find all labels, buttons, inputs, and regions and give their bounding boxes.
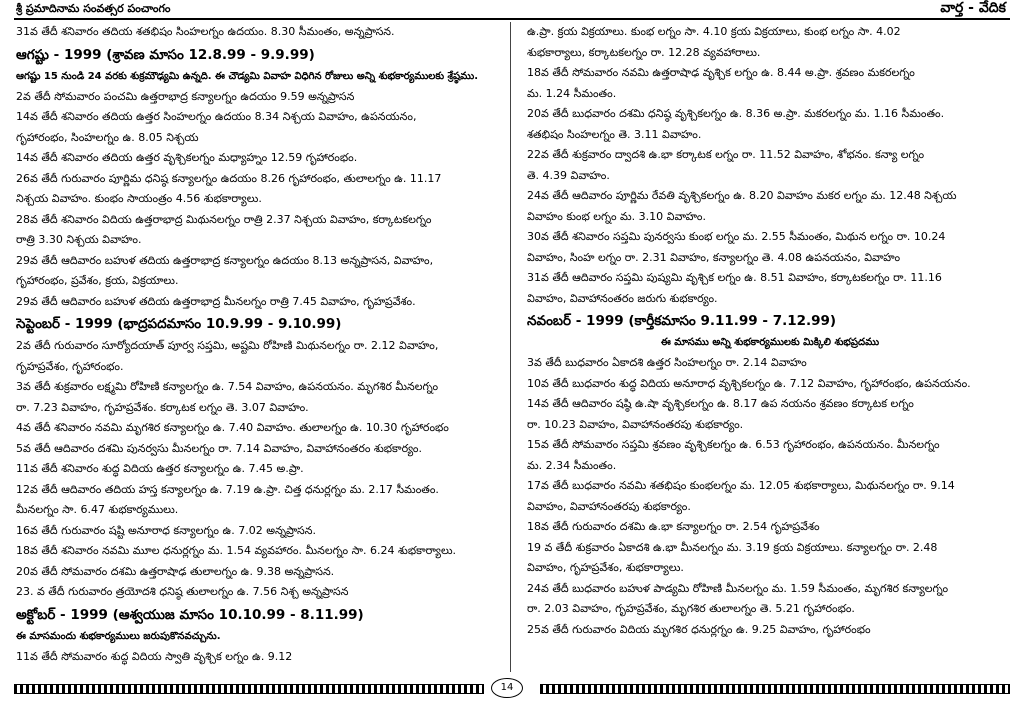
- month-note: ఆగష్టు 15 నుండి 24 వరకు శుక్రమౌఢ్యమి ఉన్నది. ఈ చౌడ్యమి వివాహ విధిగిన రోజులు అన్ని శుభకార్యములకు శ్రేష్ఠము.: [16, 70, 479, 82]
- muhurtham-line: గృహప్రవేశం, గృహారంభం.: [16, 359, 124, 373]
- muhurtham-line: 31వ తేదీ ఆదివారం సప్తమి పుష్యమి వృశ్చిక లగ్నం ఉ. 8.51 వివాహం, కర్కాటకలగ్నం రా. 11.16: [527, 271, 942, 284]
- muhurtham-line: నిశ్చయ వివాహం. కుంభం సాయంత్రం 4.56 శుభకార్యాలు.: [16, 192, 262, 205]
- muhurtham-line: 10వ తేదీ బుధవారం శుద్ధ విదియ అనూరాధ వృశ్చికలగ్నం ఉ. 7.12 వివాహం, గృహారంభం, ఉపనయనం.: [527, 376, 971, 390]
- muhurtham-line: 31వ తేదీ శనివారం తదియ శతభిషం సింహలగ్నం ఉదయం. 8.30 సీమంతం, అన్నప్రాసన.: [16, 25, 395, 38]
- muhurtham-line: 4వ తేదీ శనివారం నవమి మృగశిర కన్యాలగ్నం ఉ. 7.40 వివాహం. తులాలగ్నం ఉ. 10.30 గృహారంభం: [16, 421, 449, 434]
- muhurtham-line: 24వ తేదీ బుధవారం బహుళ పాడ్యమి రోహిణి మీనలగ్నం మ. 1.59 సీమంతం, మృగశిర కన్యాలగ్నం: [527, 581, 949, 595]
- muhurtham-line: 5వ తేదీ ఆదివారం దశమి పునర్వసు మీనలగ్నం రా. 7.14 వివాహం, వివాహానంతరం శుభకార్యం.: [16, 441, 422, 455]
- column-divider: [510, 22, 511, 672]
- muhurtham-line: 30వ తేదీ శనివారం సప్తమి పునర్వసు కుంభ లగ్నం మ. 2.55 సీమంతం, మిథున లగ్నం రా. 10.24: [527, 230, 946, 243]
- muhurtham-line: 14వ తేదీ శనివారం తదియ ఉత్తర సింహలగ్నం ఉదయం 8.34 నిశ్చయ వివాహం, ఉపనయనం,: [16, 110, 417, 123]
- muhurtham-line: 23. వ తేదీ గురువారం త్రయోదశి ధనిష్ఠ తులాలగ్నం ఉ. 7.56 నిశ్చ అన్నప్రాసన: [16, 585, 349, 598]
- month-heading: సెప్టెంబర్ - 1999 (భాద్రపదమాసం 10.9.99 - 9.10.99): [16, 316, 342, 332]
- page-number: 14: [491, 678, 523, 698]
- muhurtham-line: 3వ తేదీ శుక్రవారం లక్ష్మమి రోహిణి కన్యాలగ్నం ఉ. 7.54 వివాహం, ఉపనయనం. మృగశిర మీనలగ్నం: [16, 380, 439, 393]
- page-header: [14, 0, 1010, 20]
- muhurtham-line: వివాహం, సింహ లగ్నం రా. 2.31 వివాహం, కన్యాలగ్నం తె. 4.08 ఉపనయనం, వివాహం: [527, 250, 901, 264]
- muhurtham-line: 18వ తేదీ గురువారం దశమి ఉ.భా కన్యాలగ్నం రా. 2.54 గృహప్రవేశం: [527, 520, 820, 533]
- muhurtham-line: 22వ తేదీ శుక్రవారం ద్వాదశి ఉ.భా కర్కాటక లగ్నం రా. 11.52 వివాహం, శోభనం. కన్యా లగ్నం: [527, 148, 925, 161]
- decorative-border-left: [14, 684, 484, 694]
- muhurtham-line: 24వ తేదీ ఆదివారం పూర్ణిమ రేవతి వృశ్చికలగ్నం ఉ. 8.20 వివాహం మకర లగ్నం మ. 12.48 నిశ్చయ: [527, 189, 957, 202]
- month-heading: ఆగష్టు - 1999 (శ్రావణ మాసం 12.8.99 - 9.9.99): [16, 46, 315, 63]
- muhurtham-line: 16వ తేదీ గురువారం షష్టి అనూరాధ కన్యాలగ్నం ఉ. 7.02 అన్నప్రాసన.: [16, 523, 316, 537]
- muhurtham-line: 19 వ తేదీ శుక్రవారం ఏకాదశి ఉ.భా మీనలగ్నం మ. 3.19 క్రయ విక్రయాలు. కన్యాలగ్నం రా. 2.48: [527, 540, 938, 554]
- muhurtham-line: మీనలగ్నం సా. 6.47 శుభకార్యములు.: [16, 503, 179, 516]
- publisher-logo-text: వార్త - వేదిక: [940, 0, 1006, 16]
- muhurtham-line: శుభకార్యాలు, కర్కాటకలగ్నం రా. 12.28 వ్యవహారాలు.: [527, 45, 761, 59]
- muhurtham-line: 11వ తేదీ శనివారం శుద్ధ విదియ ఉత్తర కన్యాలగ్నం ఉ. 7.45 అ.ప్రా.: [16, 462, 304, 475]
- muhurtham-line: 17వ తేదీ బుధవారం నవమి శతభిషం కుంభలగ్నం మ. 12.05 శుభకార్యాలు, మిథునలగ్నం రా. 9.14: [527, 479, 955, 492]
- muhurtham-line: 29వ తేదీ ఆదివారం బహుళ తదియ ఉత్తరాభాద్ర మీనలగ్నం రాత్రి 7.45 వివాహం, గృహప్రవేశం.: [16, 294, 416, 308]
- muhurtham-line: 3వ తేదీ బుధవారం ఏకాదశి ఉత్తర సింహలగ్నం రా. 2.14 వివాహం: [527, 356, 807, 369]
- muhurtham-line: 11వ తేదీ సోమవారం శుద్ధ విదియ స్వాతి వృశ్చిక లగ్నం ఉ. 9.12: [16, 649, 293, 663]
- page-footer: [14, 676, 1010, 698]
- muhurtham-line: 20వ తేదీ బుధవారం దశమి ధనిష్ఠ వృశ్చికలగ్నం ఉ. 8.36 అ.ప్రా. మకరలగ్నం మ. 1.16 సీమంతం.: [527, 107, 945, 120]
- month-heading: నవంబర్ - 1999 (కార్తీకమాసం 9.11.99 - 7.12.99): [527, 313, 837, 329]
- decorative-border-right: [540, 684, 1010, 694]
- month-note: ఈ మాసము అన్ని శుభకార్యములకు మిక్కిలి శుభప్రదము: [660, 337, 880, 348]
- muhurtham-line: 14వ తేదీ ఆదివారం షష్ఠి ఉ.షా వృశ్చికలగ్నం ఉ. 8.17 ఉప నయనం శ్రవణం కర్కాటక లగ్నం: [527, 397, 914, 410]
- muhurtham-line: 18వ తేదీ శనివారం నవమి మూల ధనుర్లగ్నం మ. 1.54 వ్యవహారం. మీనలగ్నం సా. 6.24 శుభకార్యాలు.: [16, 544, 457, 557]
- muhurtham-line: 2వ తేదీ గురువారం సూర్యోదయాత్ పూర్వ సప్తమి, అష్టమి రోహిణి మిథునలగ్నం రా. 2.12 వివాహం,: [16, 339, 439, 352]
- muhurtham-line: శతభిషం సింహలగ్నం తె. 3.11 వివాహం.: [527, 127, 702, 141]
- muhurtham-line: 15వ తేదీ సోమవారం సప్తమి శ్రవణం వృశ్చికలగ్నం ఉ. 6.53 గృహారంభం, ఉపనయనం. మీనలగ్నం: [527, 438, 940, 451]
- muhurtham-line: రా. 7.23 వివాహం, గృహప్రవేశం. కర్కాటక లగ్నం తె. 3.07 వివాహం.: [16, 400, 309, 414]
- muhurtham-line: 20వ తేదీ సోమవారం దశమి ఉత్తరాషాఢ తులాలగ్నం ఉ. 9.38 అన్నప్రాసన.: [16, 564, 335, 578]
- muhurtham-line: 12వ తేదీ ఆదివారం తదియ హస్త కన్యాలగ్నం ఉ. 7.19 ఉ.ప్రా. చిత్త ధనుర్లగ్నం మ. 2.17 సీమంతం.: [16, 482, 439, 496]
- left-column: [16, 22, 502, 667]
- muhurtham-line: వివాహం, గృహప్రవేశం, శుభకార్యాలు.: [527, 561, 684, 574]
- muhurtham-line: వివాహం, వివాహానంతరం జరుగు శుభకార్యం.: [527, 291, 718, 305]
- book-title: శ్రీ ప్రమాదినామ సంవత్సర పంచాంగం: [16, 2, 171, 15]
- muhurtham-line: రాత్రి 3.30 నిశ్చయ వివాహం.: [16, 233, 142, 246]
- muhurtham-line: 18వ తేదీ సోమవారం నవమి ఉత్తరాషాఢ వృశ్చిక లగ్నం ఉ. 8.44 అ.ప్రా. శ్రవణం మకరలగ్నం: [527, 66, 915, 79]
- muhurtham-line: వివాహం, వివాహానంతరపు శుభకార్యం.: [527, 499, 691, 513]
- month-note: ఈ మాసమందు శుభకార్యములు జరుపుకొనవచ్చును.: [16, 630, 221, 642]
- muhurtham-line: గృహారంభం, ప్రవేశం, క్రయ, విక్రయాలు.: [16, 274, 179, 287]
- muhurtham-line: 29వ తేదీ ఆదివారం బహుళ తదియ ఉత్తరాభాద్ర కన్యాలగ్నం ఉదయం 8.13 అన్నప్రాసన, వివాహం,: [16, 253, 434, 267]
- muhurtham-line: 28వ తేదీ శనివారం విదియ ఉత్తరాభాద్ర మిథునలగ్నం రాత్రి 2.37 నిశ్చయ వివాహం, కర్కాటకలగ్నం: [16, 212, 432, 226]
- muhurtham-line: 2వ తేదీ సోమవారం పంచమి ఉత్తరాభాద్ర కన్యాలగ్నం ఉదయం 9.59 అన్నప్రాసన: [16, 89, 355, 103]
- muhurtham-line: మ. 2.34 సీమంతం.: [527, 458, 617, 472]
- muhurtham-line: రా. 2.03 వివాహం, గృహప్రవేశం, మృగశిర తులాలగ్నం తె. 5.21 గృహారంభం.: [527, 602, 855, 615]
- muhurtham-line: 25వ తేదీ గురువారం విదియ మృగశిర ధనుర్లగ్నం ఉ. 9.25 వివాహం, గృహారంభం: [527, 622, 871, 636]
- muhurtham-line: వివాహం కుంభ లగ్నం మ. 3.10 వివాహం.: [527, 209, 706, 223]
- month-heading: అక్టోబర్ - 1999 (ఆశ్వయుజ మాసం 10.10.99 - 8.11.99): [16, 606, 364, 623]
- muhurtham-line: తె. 4.39 వివాహం.: [527, 168, 610, 182]
- right-column: [527, 22, 1013, 640]
- muhurtham-line: గృహారంభం, సింహలగ్నం ఉ. 8.05 నిశ్చయ: [16, 130, 199, 144]
- muhurtham-line: 14వ తేదీ శనివారం తదియ ఉత్తర వృశ్చికలగ్నం మధ్యాహ్నం 12.59 గృహారంభం.: [16, 151, 358, 164]
- muhurtham-line: మ. 1.24 సీమంతం.: [527, 86, 617, 100]
- muhurtham-line: ఉ.ప్రా. క్రయ విక్రయాలు. కుంభ లగ్నం సా. 4.10 క్రయ విక్రయాలు, కుంభ లగ్నం సా. 4.02: [527, 25, 901, 38]
- muhurtham-line: 26వ తేదీ గురువారం పూర్ణిమ ధనిష్ఠ కన్యాలగ్నం ఉదయం 8.26 గృహారంభం, తులాలగ్నం ఉ. 11.17: [16, 171, 442, 185]
- muhurtham-line: రా. 10.23 వివాహం, వివాహానంతరపు శుభకార్యం.: [527, 417, 744, 431]
